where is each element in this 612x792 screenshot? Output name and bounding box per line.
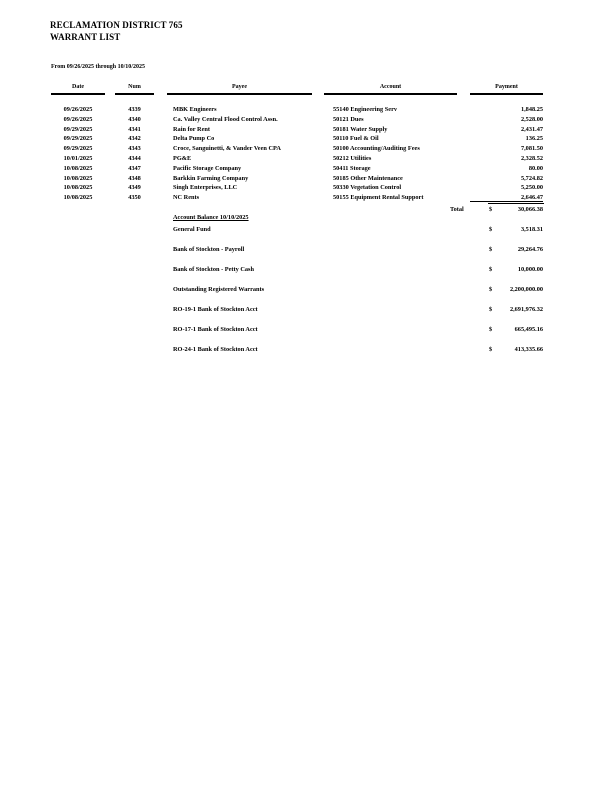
balance-label: RO-24-1 Bank of Stockton Acct	[173, 346, 258, 353]
warrant-num: 4348	[128, 174, 141, 182]
total-currency: $	[489, 206, 493, 213]
balance-amount: 2,691,976.32	[509, 306, 543, 313]
warrant-date: 10/08/2025	[63, 194, 93, 202]
warrant-payment: 80.00	[528, 164, 543, 172]
column-header-account: Account	[324, 84, 457, 95]
balance-label: RO-17-1 Bank of Stockton Acct	[173, 326, 258, 333]
balance-label: Outstanding Registered Warrants	[173, 286, 265, 293]
warrant-payee: Rain for Rent	[173, 125, 210, 133]
warrant-account: 50411 Storage	[333, 164, 371, 172]
warrant-payee: Ca. Valley Central Flood Control Assn.	[173, 115, 278, 123]
warrant-payment: 2,528.00	[520, 115, 543, 123]
warrant-account: 50330 Vegetation Control	[333, 184, 402, 192]
warrant-num: 4347	[128, 164, 141, 172]
balance-amount: 3,518.31	[520, 226, 543, 233]
warrant-account: 50100 Accounting/Auditing Fees	[333, 145, 420, 153]
column-header-date: Date	[51, 84, 105, 95]
balance-label: Bank of Stockton - Petty Cash	[173, 266, 254, 273]
warrant-payee: Pacific Storage Company	[173, 164, 242, 172]
balance-currency: $	[489, 326, 493, 333]
total-label: Total	[450, 206, 464, 213]
balance-amount: 2,200,000.00	[509, 286, 543, 293]
warrant-num: 4340	[128, 115, 141, 123]
table-row	[0, 126, 612, 136]
warrant-payment: 5,724.82	[520, 174, 543, 182]
warrant-num: 4344	[128, 155, 141, 162]
warrant-payee: PG&E	[173, 155, 192, 162]
warrant-payment: 136.25	[525, 135, 543, 143]
warrant-num: 4350	[128, 194, 141, 202]
warrant-num: 4349	[128, 184, 141, 192]
balance-label: Bank of Stockton - Payroll	[173, 246, 245, 253]
warrant-payment: 2,431.47	[520, 125, 543, 133]
warrant-payment: 1,848.25	[520, 106, 543, 113]
warrant-payment: 2,646.47	[470, 194, 543, 202]
balance-label: RO-19-1 Bank of Stockton Acct	[173, 306, 258, 313]
table-row	[0, 145, 612, 155]
report-title: WARRANT LIST	[50, 32, 121, 42]
column-header-payee: Payee	[167, 84, 312, 95]
warrant-date: 09/26/2025	[63, 115, 93, 123]
table-row	[0, 184, 612, 194]
balance-currency: $	[489, 286, 493, 293]
warrant-payment: 7,081.50	[520, 145, 543, 153]
balance-currency: $	[489, 226, 493, 233]
balance-currency: $	[489, 306, 493, 313]
warrant-num: 4339	[128, 106, 141, 113]
balance-currency: $	[489, 246, 493, 253]
table-row	[0, 106, 612, 116]
balance-label: General Fund	[173, 226, 211, 233]
table-row	[0, 175, 612, 185]
total-divider	[488, 203, 544, 204]
warrant-account: 50181 Water Supply	[333, 125, 388, 133]
table-row	[0, 155, 612, 165]
warrant-date: 10/08/2025	[63, 174, 93, 182]
total-amount: 30,066.38	[517, 206, 543, 213]
balance-amount: 413,335.66	[514, 346, 543, 353]
warrant-payee: MBK Engineers	[173, 106, 217, 113]
warrant-date: 09/29/2025	[63, 135, 93, 143]
warrant-payment: 2,328.52	[520, 155, 543, 162]
warrant-date: 10/01/2025	[63, 155, 93, 162]
balance-heading: Account Balance 10/10/2025	[173, 214, 249, 221]
balance-currency: $	[489, 346, 493, 353]
warrant-account: 50185 Other Maintenance	[333, 174, 403, 182]
warrant-payee: Delta Pump Co	[173, 135, 215, 143]
warrant-date: 09/29/2025	[63, 145, 93, 153]
column-header-payment: Payment	[470, 84, 543, 95]
warrant-payment: 5,250.00	[520, 184, 543, 192]
warrant-account: 50155 Equipment Rental Support	[333, 194, 424, 202]
table-row	[0, 116, 612, 126]
warrant-date: 10/08/2025	[63, 164, 93, 172]
warrant-account: 50212 Utilities	[333, 155, 372, 162]
warrant-account: 50121 Dues	[333, 115, 364, 123]
warrant-account: 55140 Engineering Serv	[333, 106, 398, 113]
table-row	[0, 165, 612, 175]
warrant-num: 4342	[128, 135, 141, 143]
warrant-payee: Croce, Sanguinetti, & Vander Veen CPA	[173, 145, 281, 153]
balance-amount: 10,000.00	[517, 266, 543, 273]
warrant-payee: NC Rents	[173, 194, 200, 202]
warrant-date: 09/26/2025	[63, 106, 93, 113]
warrant-account: 50110 Fuel & Oil	[333, 135, 379, 143]
warrant-payee: Barkkin Farming Company	[173, 174, 249, 182]
warrant-payee: Singh Enterprises, LLC	[173, 184, 238, 192]
table-row	[0, 135, 612, 145]
balance-currency: $	[489, 266, 493, 273]
org-title: RECLAMATION DISTRICT 765	[50, 20, 183, 30]
balance-amount: 29,264.76	[517, 246, 543, 253]
warrant-date: 10/08/2025	[63, 184, 93, 192]
column-header-num: Num	[115, 84, 154, 95]
warrant-date: 09/29/2025	[63, 125, 93, 133]
balance-amount: 665,495.16	[514, 326, 543, 333]
warrant-num: 4343	[128, 145, 141, 153]
warrant-num: 4341	[128, 125, 141, 133]
date-range: From 09/26/2025 through 10/10/2025	[51, 64, 145, 70]
